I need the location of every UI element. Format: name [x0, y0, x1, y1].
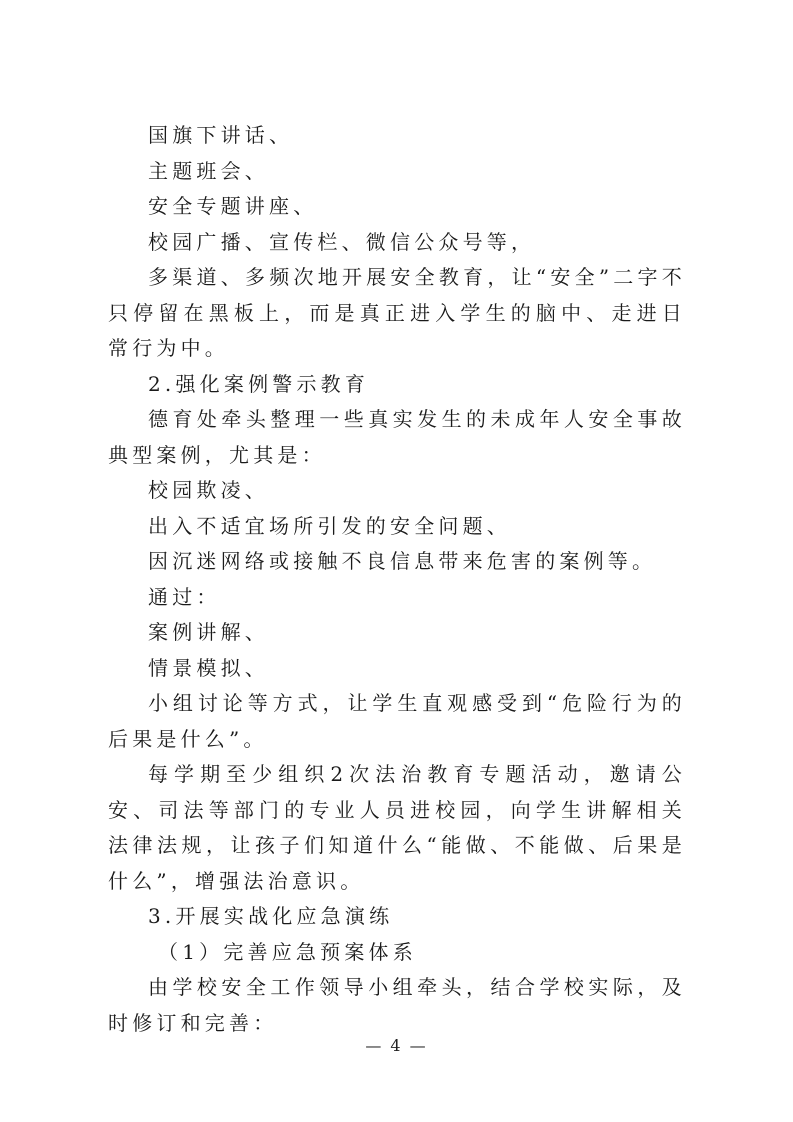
paragraph-item-7: 因沉迷网络或接触不良信息带来危害的案例等。 — [148, 549, 657, 573]
paragraph-item-1: 国旗下讲话、 — [148, 123, 294, 147]
paragraph-item-8: 案例讲解、 — [148, 620, 269, 644]
document-body — [108, 118, 686, 1041]
section-heading-3: 3.开展实战化应急演练 — [148, 904, 394, 928]
page-number: — 4 — — [365, 1036, 428, 1055]
paragraph-leadership: 由学校安全工作领导小组牵头，结合学校实际，及时修订和完善： — [108, 975, 686, 1035]
paragraph-group-discussion: 小组讨论等方式，让学生直观感受到“危险行为的后果是什么”。 — [108, 691, 686, 751]
paragraph-safety-channels: 多渠道、多频次地开展安全教育，让“安全”二字不只停留在黑板上，而是真正进入学生的脑中、走进日常行为中。 — [108, 265, 686, 360]
subsection-heading-1: （1）完善应急预案体系 — [158, 939, 417, 964]
paragraph-legal-education: 每学期至少组织2次法治教育专题活动，邀请公安、司法等部门的专业人员进校园，向学生讲解相关法律法规，让孩子们知道什么“能做、不能做、后果是什么”，增强法治意识。 — [108, 762, 686, 893]
section-heading-2: 2.强化案例警示教育 — [148, 371, 370, 396]
paragraph-item-9: 情景模拟、 — [148, 655, 269, 680]
paragraph-item-2: 主题班会、 — [148, 158, 269, 183]
paragraph-item-5: 校园欺凌、 — [148, 478, 269, 502]
paragraph-item-6: 出入不适宜场所引发的安全问题、 — [148, 513, 511, 538]
paragraph-case-intro: 德育处牵头整理一些真实发生的未成年人安全事故典型案例，尤其是： — [108, 407, 686, 467]
paragraph-through: 通过： — [148, 584, 221, 609]
paragraph-item-3: 安全专题讲座、 — [148, 194, 318, 218]
paragraph-item-4: 校园广播、宣传栏、微信公众号等， — [148, 229, 536, 254]
